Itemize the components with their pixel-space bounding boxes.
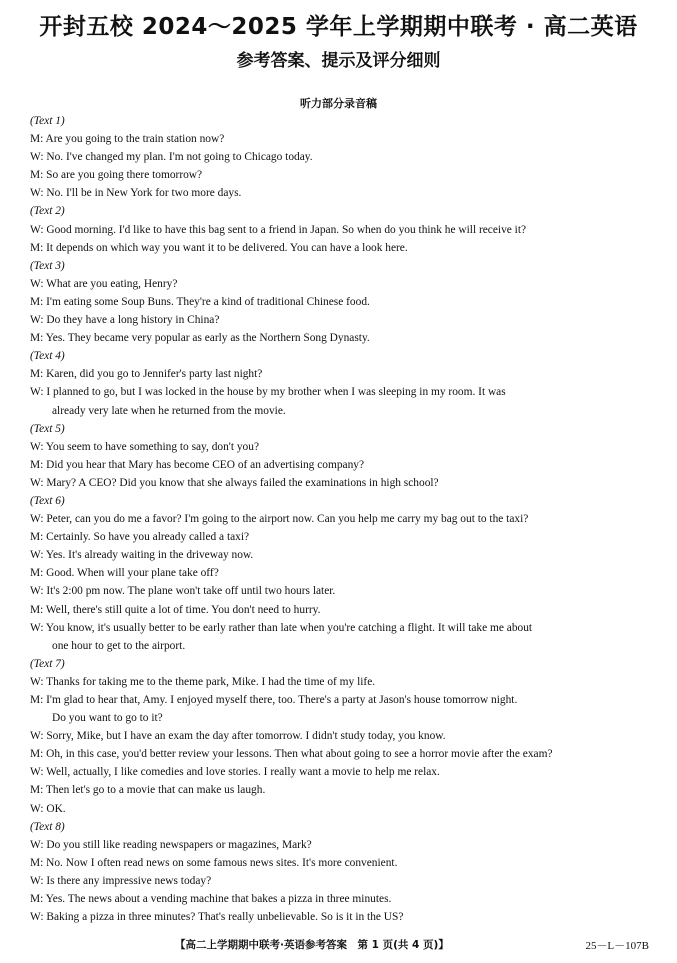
dialogue-line: W: Do you still like reading newspapers or magazines, Mark? [30, 838, 312, 851]
dialogue-line: W: Baking a pizza in three minutes? That's really unbelievable. So is it in the US? [30, 911, 404, 924]
dialogue-line: W: I planned to go, but I was locked in the house by my brother when I was sleeping in my room. It was [30, 386, 506, 399]
dialogue-line: W: You seem to have something to say, don't you? [30, 440, 259, 453]
text-header: (Text 4) [30, 350, 65, 363]
dialogue-line: M: I'm glad to hear that, Amy. I enjoyed myself there, too. There's a party at Jason's house tomorrow night. [30, 694, 518, 706]
page-subtitle: 参考答案、提示及评分细则 [236, 51, 441, 71]
dialogue-line: M: Yes. They became very popular as early as the Northern Song Dynasty. [30, 332, 370, 345]
dialogue-line-continued: already very late when he returned from the movie. [52, 404, 286, 417]
text-header: (Text 3) [30, 259, 65, 272]
dialogue-line: W: You know, it's usually better to be early rather than late when you're catching a flight. It will take me about [30, 621, 533, 634]
dialogue-line: W: OK. [30, 802, 66, 815]
listening-transcript [30, 112, 650, 926]
dialogue-line: M: No. Now I often read news on some famous news sites. It's more convenient. [30, 856, 398, 869]
dialogue-line: M: Well, there's still quite a lot of time. You don't need to hurry. [30, 603, 321, 616]
text-header: (Text 1) [30, 115, 65, 127]
dialogue-line: M: Are you going to the train station now? [30, 133, 225, 146]
dialogue-line-continued: Do you want to go to it? [52, 712, 163, 725]
dialogue-line-continued: one hour to get to the airport. [52, 639, 186, 652]
dialogue-line: W: Sorry, Mike, but I have an exam the day after tomorrow. I didn't study today, you know. [30, 730, 446, 743]
dialogue-line: W: Yes. It's already waiting in the driveway now. [30, 549, 254, 562]
dialogue-line: W: It's 2:00 pm now. The plane won't take off until two hours later. [30, 585, 336, 598]
text-header: (Text 8) [30, 820, 65, 833]
dialogue-line: M: Oh, in this case, you'd better review your lessons. Then what about going to see a horror movie after the exam? [30, 748, 553, 761]
dialogue-line: M: Yes. The news about a vending machine that bakes a pizza in three minutes. [30, 893, 392, 906]
section-title: 听力部分录音稿 [300, 97, 377, 110]
text-header: (Text 7) [30, 657, 65, 670]
dialogue-line: W: What are you eating, Henry? [30, 277, 178, 290]
dialogue-line: W: Well, actually, I like comedies and love stories. I really want a movie to help me relax. [30, 766, 440, 779]
page-title: 开封五校 2024～2025 学年上学期期中联考 · 高二英语 [39, 14, 638, 40]
dialogue-line: M: Did you hear that Mary has become CEO of an advertising company? [30, 458, 365, 471]
dialogue-line: M: It depends on which way you want it to be delivered. You can have a look here. [30, 241, 408, 254]
footer-code: 25－L－107B [585, 940, 649, 952]
footer-page-info: 【高二上学期期中联考·英语参考答案 第 1 页(共 4 页)】 [175, 939, 449, 951]
text-header: (Text 5) [30, 422, 65, 435]
dialogue-line: M: So are you going there tomorrow? [30, 169, 203, 182]
text-header: (Text 2) [30, 205, 65, 218]
dialogue-line: M: Good. When will your plane take off? [30, 567, 219, 580]
dialogue-line: W: Is there any impressive news today? [30, 874, 212, 887]
dialogue-line: M: I'm eating some Soup Buns. They're a kind of traditional Chinese food. [30, 295, 370, 308]
dialogue-line: W: No. I've changed my plan. I'm not going to Chicago today. [30, 151, 313, 164]
dialogue-line: W: Mary? A CEO? Did you know that she always failed the examinations in high school? [30, 476, 439, 489]
dialogue-line: M: Karen, did you go to Jennifer's party last night? [30, 368, 263, 381]
text-header: (Text 6) [30, 494, 65, 507]
dialogue-line: M: Certainly. So have you already called a taxi? [30, 531, 250, 544]
dialogue-line: W: Do they have a long history in China? [30, 314, 220, 327]
dialogue-line: W: Peter, can you do me a favor? I'm going to the airport now. Can you help me carry my bag out to the taxi? [30, 513, 529, 526]
page-footer [0, 937, 677, 953]
dialogue-line: M: Then let's go to a movie that can make us laugh. [30, 784, 266, 797]
dialogue-line: W: Thanks for taking me to the theme park, Mike. I had the time of my life. [30, 675, 376, 688]
dialogue-line: W: Good morning. I'd like to have this bag sent to a friend in Japan. So when do you think he will receive it? [30, 223, 527, 236]
dialogue-line: W: No. I'll be in New York for two more days. [30, 187, 242, 200]
